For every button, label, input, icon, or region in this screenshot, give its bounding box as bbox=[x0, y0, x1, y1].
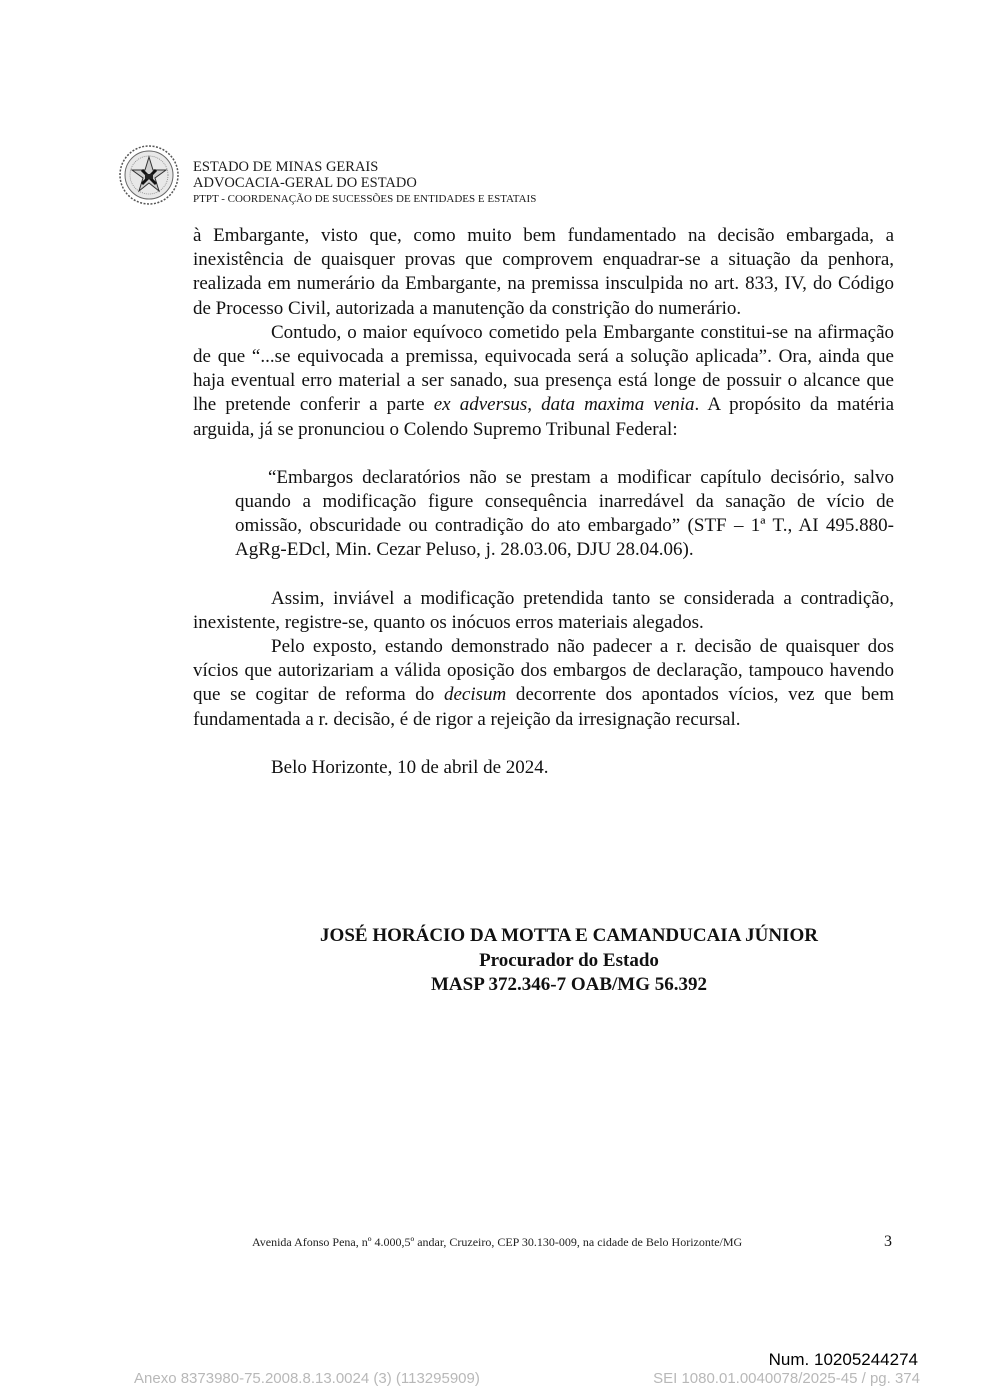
paragraph-2-italic-2: data maxima venia bbox=[541, 394, 695, 416]
document-number: Num. 10205244274 bbox=[768, 1350, 918, 1369]
paragraph-2-italic-1: ex adversus bbox=[433, 394, 528, 416]
annex-reference: Anexo 8373980-75.2008.8.13.0024 (3) (113295909) bbox=[134, 1370, 480, 1387]
header-state: ESTADO DE MINAS GERAIS bbox=[193, 159, 379, 175]
paragraph-2-text-a: Contudo, o maior equívoco cometido pela Embargante constitui-se na afirmação de que “...se equivocada a premissa, equivocada será a solução aplicada”. Ora, ainda que haja eventual erro material a ser sanado, sua presença está longe de possuir o alcance que lhe pretende conferir a parte bbox=[193, 321, 894, 416]
signer-role: Procurador do Estado bbox=[479, 949, 659, 971]
paragraph-4-text-b: decorrente dos apontados vícios, vez que bem fundamentada a r. decisão, é de rigor a rejeição da irresignação recursal. bbox=[193, 684, 894, 730]
paragraph-4-italic: decisum bbox=[443, 684, 507, 706]
paragraph-2-text-b: , bbox=[527, 394, 542, 416]
block-quote: “Embargos declaratórios não se prestam a modificar capítulo decisório, salvo quando a modificação figure consequência inarredável da sanação de vício de omissão, obscuridade ou contradição do ato embargado” (STF – 1ª T., AI 495.880-AgRg-EDcl, Min. Cezar Peluso, j. 28.03.06, DJU 28.04.06). bbox=[235, 466, 894, 561]
paragraph-3: Assim, inviável a modificação pretendida tanto se considerada a contradição, inexistente, registre-se, quanto os inócuos erros materiais alegados. bbox=[193, 587, 894, 633]
sei-reference: SEI 1080.01.0040078/2025-45 / pg. 374 bbox=[653, 1370, 920, 1387]
header-department: PTPT - COORDENAÇÃO DE SUCESSÕES DE ENTIDADES E ESTATAIS bbox=[193, 193, 537, 205]
paragraph-4-text-a: Pelo exposto, estando demonstrado não padecer a r. decisão de quaisquer dos vícios que autorizariam a válida oposição dos embargos de declaração, tampouco havendo que se cogitar de reforma do bbox=[193, 636, 894, 706]
signer-ids: MASP 372.346-7 OAB/MG 56.392 bbox=[430, 974, 708, 995]
header-agency: ADVOCACIA-GERAL DO ESTADO bbox=[193, 175, 417, 191]
paragraph-2-text-c: . A propósito da matéria arguida, já se pronunciou o Colendo Supremo Tribunal Federal: bbox=[193, 394, 895, 440]
paragraph-2 bbox=[193, 321, 894, 442]
letterhead bbox=[193, 159, 536, 207]
page-number: 3 bbox=[884, 1233, 892, 1250]
annex-stamp bbox=[134, 1370, 920, 1387]
paragraph-4 bbox=[193, 635, 894, 732]
city-date: Belo Horizonte, 10 de abril de 2024. bbox=[271, 756, 549, 778]
paragraph-1: à Embargante, visto que, como muito bem fundamentado na decisão embargada, a inexistência de quaisquer provas que comprovem enquadrar-se a situação da penhora, realizada em numerário da Embargante, na premissa insculpida no art. 833, IV, do Código de Processo Civil, autorizada a manutenção da constrição do numerário. bbox=[193, 225, 894, 319]
document-body bbox=[193, 224, 894, 780]
coat-of-arms-icon bbox=[118, 144, 180, 206]
signature-block bbox=[193, 924, 945, 998]
footer-address: Avenida Afonso Pena, nº 4.000,5º andar, Cruzeiro, CEP 30.130-009, na cidade de Belo Horizonte/MG bbox=[252, 1235, 743, 1249]
signer-name: JOSÉ HORÁCIO DA MOTTA E CAMANDUCAIA JÚNIOR bbox=[320, 925, 818, 946]
